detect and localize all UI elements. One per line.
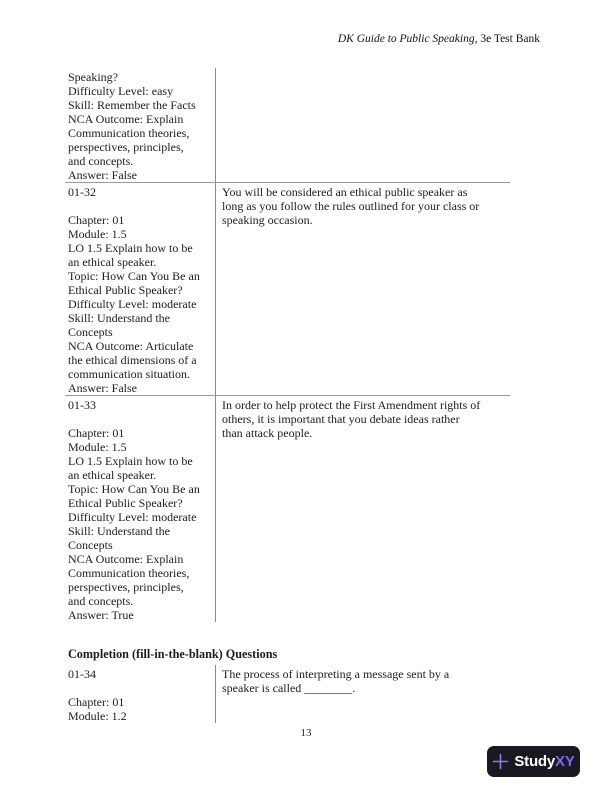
page-header (338, 33, 540, 45)
text-line: 01-32 (68, 185, 96, 199)
text-line: perspectives, principles, (68, 140, 184, 154)
question-row-01-32 (65, 183, 510, 396)
brand-badge (487, 746, 580, 777)
question-text-cell (216, 183, 510, 395)
text-line: Answer: False (68, 381, 137, 395)
text-line: Topic: How Can You Be an (68, 482, 200, 496)
text-line: long as you follow the rules outlined for your class or (222, 199, 480, 213)
text-line: NCA Outcome: Explain (68, 112, 184, 126)
page-number: 13 (300, 727, 312, 739)
text-line: speaking occasion. (222, 213, 313, 227)
text-line: Chapter: 01 (68, 426, 125, 440)
text-line: Topic: How Can You Be an (68, 269, 200, 283)
question-meta-cell (65, 68, 216, 182)
text-line: Concepts (68, 538, 113, 552)
text-line: an ethical speaker. (68, 468, 157, 482)
text-line: 01-34 (68, 667, 96, 681)
brand-name (514, 753, 574, 770)
question-table (65, 68, 510, 723)
text-line: Concepts (68, 325, 113, 339)
text-line: In order to help protect the First Amendment rights of (222, 398, 481, 412)
text-line: Skill: Understand the (68, 524, 170, 538)
text-line: and concepts. (68, 594, 134, 608)
text-line: speaker is called ________. (222, 681, 356, 695)
text-line: Module: 1.2 (68, 709, 127, 723)
text-line: and concepts. (68, 154, 134, 168)
question-row-continuation (65, 68, 510, 183)
question-meta-cell (65, 183, 216, 395)
text-line: communication situation. (68, 367, 190, 381)
brand-name-accent: XY (555, 753, 575, 770)
text-line: than attack people. (222, 426, 313, 440)
text-line: perspectives, principles, (68, 580, 184, 594)
text-line: The process of interpreting a message sent by a (222, 667, 450, 681)
plus-icon (492, 753, 509, 770)
text-line: Difficulty Level: easy (68, 84, 174, 98)
question-row-01-34 (65, 665, 510, 723)
text-line: Module: 1.5 (68, 227, 127, 241)
question-text-cell (216, 665, 510, 723)
text-line (68, 681, 215, 695)
question-row-01-33 (65, 396, 510, 622)
text-line: Answer: False (68, 168, 137, 182)
text-line: LO 1.5 Explain how to be (68, 241, 193, 255)
text-line: Difficulty Level: moderate (68, 510, 197, 524)
text-line (68, 412, 215, 426)
text-line: Skill: Understand the (68, 311, 170, 325)
question-meta-cell (65, 665, 216, 723)
text-line: Difficulty Level: moderate (68, 297, 197, 311)
text-line: Chapter: 01 (68, 213, 125, 227)
text-line: Ethical Public Speaker? (68, 496, 183, 510)
text-line: Skill: Remember the Facts (68, 98, 196, 112)
text-line: an ethical speaker. (68, 255, 157, 269)
text-line: Module: 1.5 (68, 440, 127, 454)
text-line: the ethical dimensions of a (68, 353, 197, 367)
text-line: NCA Outcome: Explain (68, 552, 184, 566)
text-line: NCA Outcome: Articulate (68, 339, 194, 353)
text-line: Ethical Public Speaker? (68, 283, 183, 297)
question-text-cell (216, 68, 510, 182)
edition-suffix: 3e Test Bank (477, 33, 540, 45)
section-heading: Completion (fill-in-the-blank) Questions (68, 647, 278, 661)
text-line: Answer: True (68, 608, 134, 622)
text-line: LO 1.5 Explain how to be (68, 454, 193, 468)
question-meta-cell (65, 396, 216, 622)
text-line: Communication theories, (68, 566, 190, 580)
book-title: DK Guide to Public Speaking, (337, 33, 478, 45)
text-line: 01-33 (68, 398, 96, 412)
text-line: Speaking? (68, 70, 118, 84)
text-line: others, it is important that you debate ideas rather (222, 412, 460, 426)
text-line: Communication theories, (68, 126, 190, 140)
question-text-cell (216, 396, 510, 622)
text-line (68, 199, 215, 213)
text-line: Chapter: 01 (68, 695, 125, 709)
text-line: You will be considered an ethical public speaker as (222, 185, 468, 199)
brand-name-primary: Study (514, 753, 556, 770)
